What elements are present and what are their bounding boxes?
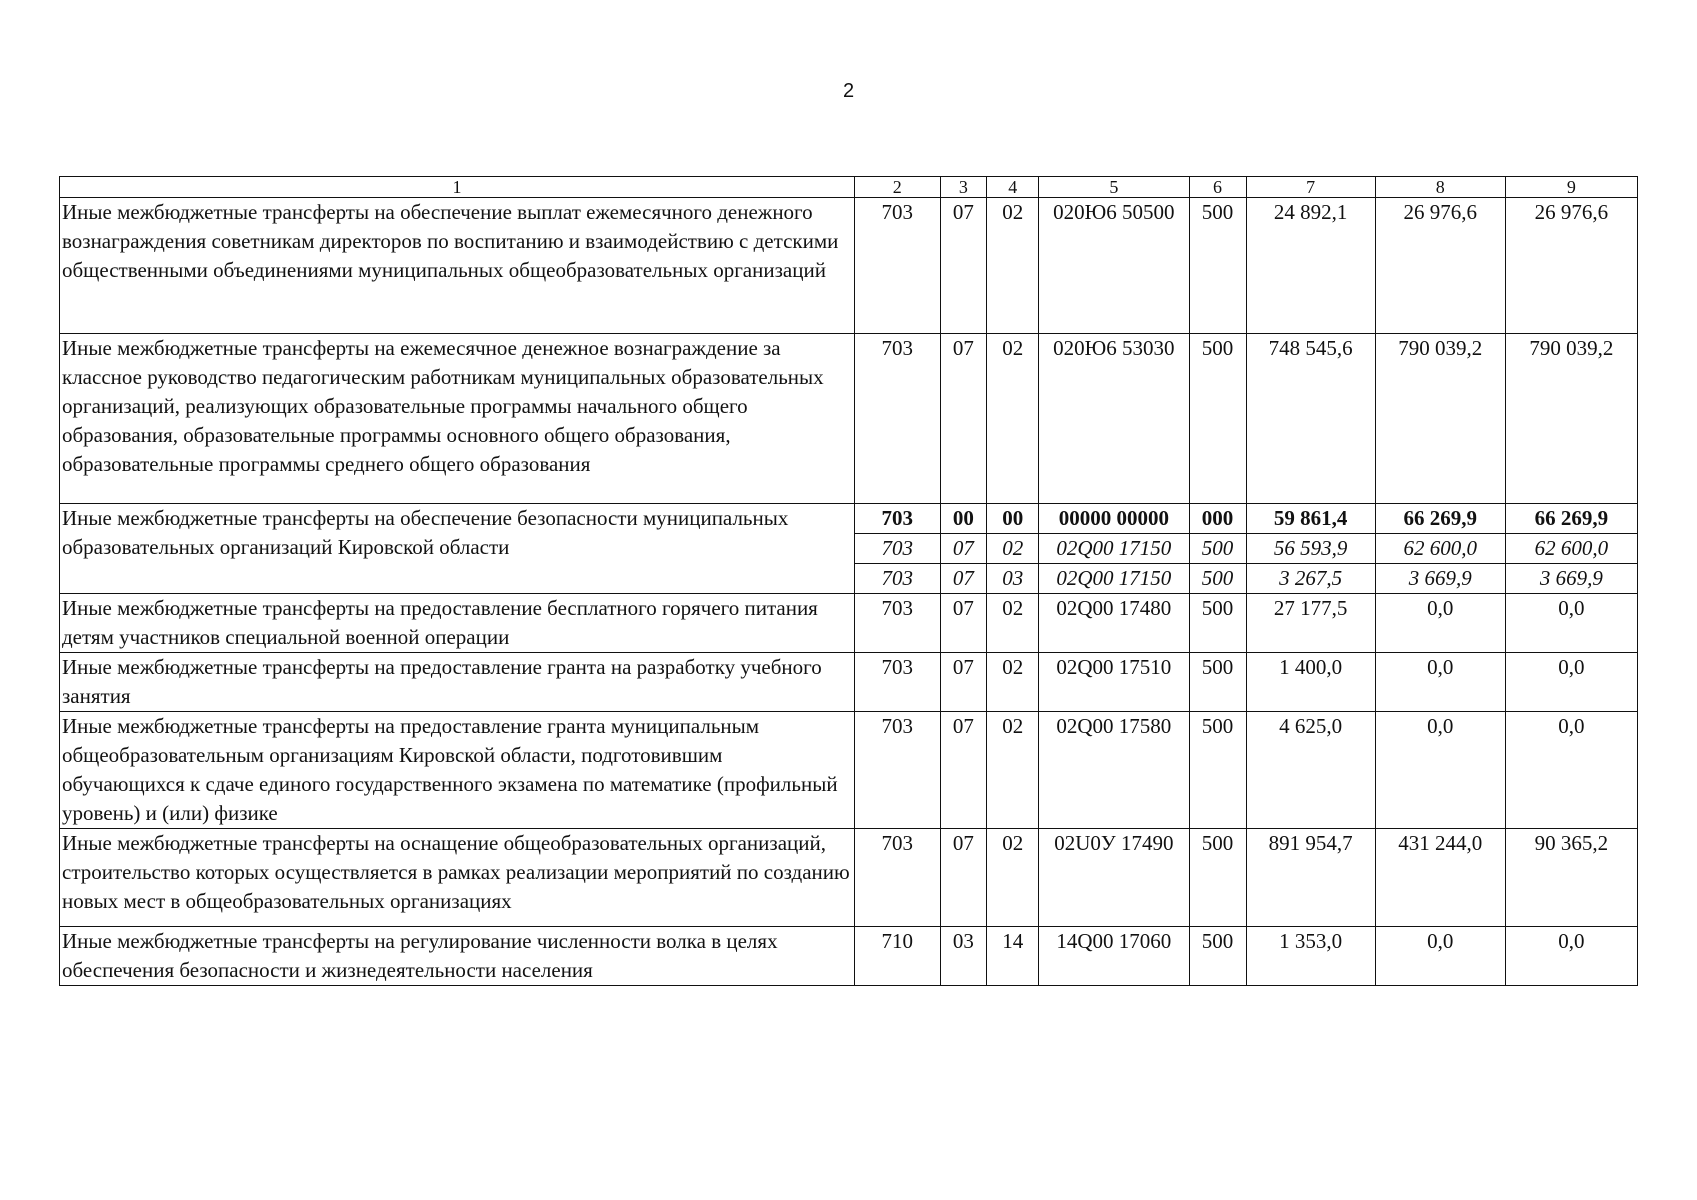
cell-col-6: 500 bbox=[1189, 829, 1246, 927]
cell-col-2: 710 bbox=[855, 927, 940, 986]
row-description: Иные межбюджетные трансферты на предоставление гранта на разработку учебного занятия bbox=[60, 653, 855, 712]
cell-col-7: 1 400,0 bbox=[1246, 653, 1375, 712]
cell-col-3: 00 bbox=[940, 504, 987, 534]
table-row bbox=[60, 653, 1638, 712]
cell-col-2: 703 bbox=[855, 534, 940, 564]
cell-col-5: 02Q00 17150 bbox=[1039, 534, 1189, 564]
cell-col-2: 703 bbox=[855, 653, 940, 712]
cell-col-4: 03 bbox=[987, 564, 1039, 594]
cell-col-7: 3 267,5 bbox=[1246, 564, 1375, 594]
cell-col-5: 020Ю6 50500 bbox=[1039, 198, 1189, 334]
cell-col-3: 07 bbox=[940, 653, 987, 712]
column-header-2: 2 bbox=[855, 177, 940, 198]
column-header-5: 5 bbox=[1039, 177, 1189, 198]
cell-col-5: 02Q00 17580 bbox=[1039, 712, 1189, 829]
cell-col-6: 500 bbox=[1189, 927, 1246, 986]
cell-col-8: 0,0 bbox=[1375, 927, 1505, 986]
cell-col-5: 00000 00000 bbox=[1039, 504, 1189, 534]
cell-col-2: 703 bbox=[855, 712, 940, 829]
table-row bbox=[60, 198, 1638, 334]
table-row bbox=[60, 927, 1638, 986]
cell-col-7: 748 545,6 bbox=[1246, 334, 1375, 504]
row-description: Иные межбюджетные трансферты на оснащение общеобразовательных организаций, строительство которых осуществляется в рамках реализации мероприятий по созданию новых мест в общеобразовательных организациях bbox=[60, 829, 855, 927]
cell-col-9: 0,0 bbox=[1505, 712, 1637, 829]
cell-col-6: 500 bbox=[1189, 198, 1246, 334]
cell-col-9: 90 365,2 bbox=[1505, 829, 1637, 927]
cell-col-5: 020Ю6 53030 bbox=[1039, 334, 1189, 504]
cell-col-3: 07 bbox=[940, 564, 987, 594]
cell-col-2: 703 bbox=[855, 594, 940, 653]
cell-col-3: 07 bbox=[940, 198, 987, 334]
cell-col-3: 07 bbox=[940, 594, 987, 653]
cell-col-3: 03 bbox=[940, 927, 987, 986]
row-description: Иные межбюджетные трансферты на предоставление гранта муниципальным общеобразовательным организациям Кировской области, подготовившим обучающихся к сдаче единого государственного экзамена по математике (профильный уровень) и (или) физике bbox=[60, 712, 855, 829]
cell-col-8: 0,0 bbox=[1375, 653, 1505, 712]
budget-table bbox=[59, 176, 1638, 986]
cell-col-7: 56 593,9 bbox=[1246, 534, 1375, 564]
cell-col-8: 790 039,2 bbox=[1375, 334, 1505, 504]
cell-col-4: 02 bbox=[987, 653, 1039, 712]
cell-col-4: 02 bbox=[987, 198, 1039, 334]
cell-col-2: 703 bbox=[855, 564, 940, 594]
cell-col-6: 500 bbox=[1189, 534, 1246, 564]
cell-col-5: 14Q00 17060 bbox=[1039, 927, 1189, 986]
cell-col-2: 703 bbox=[855, 504, 940, 534]
cell-col-9: 0,0 bbox=[1505, 927, 1637, 986]
cell-col-4: 02 bbox=[987, 534, 1039, 564]
row-description: Иные межбюджетные трансферты на обеспечение выплат ежемесячного денежного вознаграждения советникам директоров по воспитанию и взаимодействию с детскими общественными объединениями муниципальных общеобразовательных организаций bbox=[60, 198, 855, 334]
row-description: Иные межбюджетные трансферты на регулирование численности волка в целях обеспечения безопасности и жизнедеятельности населения bbox=[60, 927, 855, 986]
column-header-6: 6 bbox=[1189, 177, 1246, 198]
header-row bbox=[60, 177, 1638, 198]
cell-col-4: 02 bbox=[987, 829, 1039, 927]
cell-col-6: 500 bbox=[1189, 334, 1246, 504]
column-header-8: 8 bbox=[1375, 177, 1505, 198]
cell-col-9: 26 976,6 bbox=[1505, 198, 1637, 334]
cell-col-6: 500 bbox=[1189, 594, 1246, 653]
cell-col-7: 4 625,0 bbox=[1246, 712, 1375, 829]
cell-col-6: 000 bbox=[1189, 504, 1246, 534]
cell-col-8: 3 669,9 bbox=[1375, 564, 1505, 594]
cell-col-4: 02 bbox=[987, 594, 1039, 653]
cell-col-9: 62 600,0 bbox=[1505, 534, 1637, 564]
cell-col-6: 500 bbox=[1189, 564, 1246, 594]
column-header-7: 7 bbox=[1246, 177, 1375, 198]
cell-col-7: 24 892,1 bbox=[1246, 198, 1375, 334]
cell-col-5: 02Q00 17480 bbox=[1039, 594, 1189, 653]
table-row bbox=[60, 712, 1638, 829]
cell-col-9: 790 039,2 bbox=[1505, 334, 1637, 504]
cell-col-8: 66 269,9 bbox=[1375, 504, 1505, 534]
cell-col-4: 14 bbox=[987, 927, 1039, 986]
cell-col-4: 02 bbox=[987, 334, 1039, 504]
cell-col-5: 02Q00 17150 bbox=[1039, 564, 1189, 594]
row-description: Иные межбюджетные трансферты на обеспечение безопасности муниципальных образовательных организаций Кировской области bbox=[60, 504, 855, 594]
cell-col-8: 0,0 bbox=[1375, 594, 1505, 653]
cell-col-3: 07 bbox=[940, 829, 987, 927]
cell-col-7: 59 861,4 bbox=[1246, 504, 1375, 534]
cell-col-3: 07 bbox=[940, 534, 987, 564]
table-row bbox=[60, 594, 1638, 653]
cell-col-3: 07 bbox=[940, 334, 987, 504]
cell-col-7: 1 353,0 bbox=[1246, 927, 1375, 986]
cell-col-4: 00 bbox=[987, 504, 1039, 534]
column-header-1: 1 bbox=[60, 177, 855, 198]
cell-col-9: 66 269,9 bbox=[1505, 504, 1637, 534]
cell-col-6: 500 bbox=[1189, 653, 1246, 712]
cell-col-2: 703 bbox=[855, 198, 940, 334]
table-row bbox=[60, 829, 1638, 927]
cell-col-8: 62 600,0 bbox=[1375, 534, 1505, 564]
cell-col-2: 703 bbox=[855, 829, 940, 927]
cell-col-6: 500 bbox=[1189, 712, 1246, 829]
column-header-9: 9 bbox=[1505, 177, 1637, 198]
cell-col-3: 07 bbox=[940, 712, 987, 829]
cell-col-9: 0,0 bbox=[1505, 594, 1637, 653]
page-number: 2 bbox=[842, 80, 855, 102]
cell-col-2: 703 bbox=[855, 334, 940, 504]
cell-col-5: 02Q00 17510 bbox=[1039, 653, 1189, 712]
table-row bbox=[60, 334, 1638, 504]
cell-col-8: 0,0 bbox=[1375, 712, 1505, 829]
cell-col-8: 26 976,6 bbox=[1375, 198, 1505, 334]
table-row-group-total bbox=[60, 504, 1638, 534]
cell-col-8: 431 244,0 bbox=[1375, 829, 1505, 927]
row-description: Иные межбюджетные трансферты на ежемесячное денежное вознаграждение за классное руководство педагогическим работникам муниципальных образовательных организаций, реализующих образовательные программы начального общего образования, образовательные программы основного общего образования, образовательные программы среднего общего образования bbox=[60, 334, 855, 504]
column-header-4: 4 bbox=[987, 177, 1039, 198]
column-header-3: 3 bbox=[940, 177, 987, 198]
row-description: Иные межбюджетные трансферты на предоставление бесплатного горячего питания детям участников специальной военной операции bbox=[60, 594, 855, 653]
cell-col-7: 891 954,7 bbox=[1246, 829, 1375, 927]
cell-col-5: 02U0У 17490 bbox=[1039, 829, 1189, 927]
cell-col-7: 27 177,5 bbox=[1246, 594, 1375, 653]
cell-col-4: 02 bbox=[987, 712, 1039, 829]
cell-col-9: 3 669,9 bbox=[1505, 564, 1637, 594]
cell-col-9: 0,0 bbox=[1505, 653, 1637, 712]
